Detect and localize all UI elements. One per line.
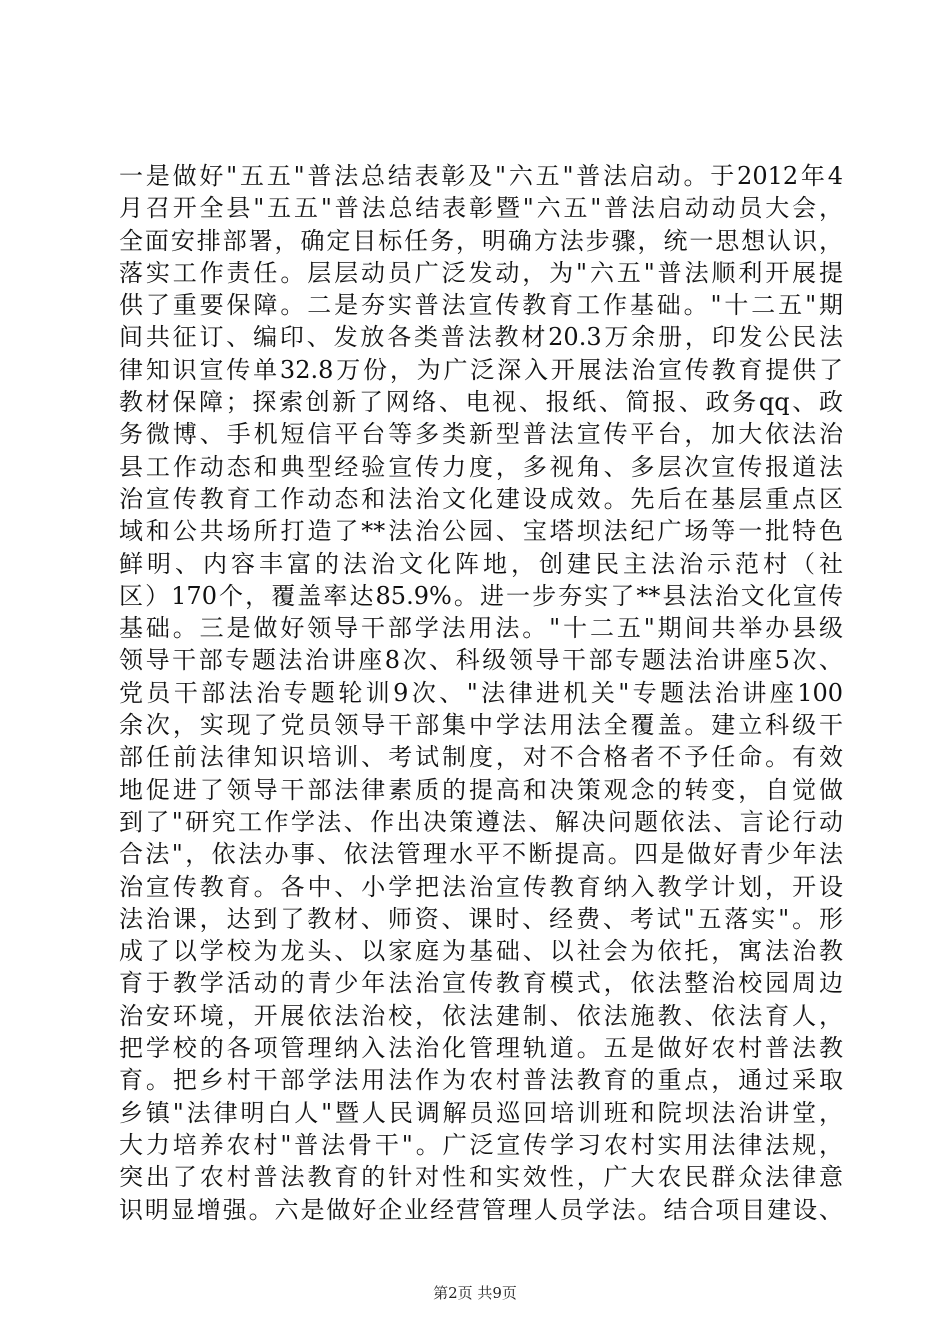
text-line: 余次，实现了党员领导干部集中学法用法全覆盖。建立科级干 (119, 711, 843, 740)
body-paragraph (119, 160, 843, 1226)
text-line: 治宣传教育工作动态和法治文化建设成效。先后在基层重点区 (119, 484, 843, 513)
text-line: 大力培养农村"普法骨干"。广泛宣传学习农村实用法律法规， (119, 1130, 843, 1159)
text-line: 区）170个，覆盖率达85.9%。进一步夯实了**县法治文化宣传 (119, 581, 843, 610)
text-line: 一是做好"五五"普法总结表彰及"六五"普法启动。于2012年4 (119, 162, 843, 190)
text-line: 党员干部法治专题轮训9次、"法律进机关"专题法治讲座100 (119, 678, 843, 707)
text-line: 律知识宣传单32.8万份，为广泛深入开展法治宣传教育提供了 (119, 355, 843, 384)
text-line: 乡镇"法律明白人"暨人民调解员巡回培训班和院坝法治讲堂， (119, 1098, 843, 1127)
text-line: 域和公共场所打造了**法治公园、宝塔坝法纪广场等一批特色 (119, 517, 843, 546)
text-line: 间共征订、编印、发放各类普法教材20.3万余册，印发公民法 (119, 323, 843, 352)
text-line: 地促进了领导干部法律素质的提高和决策观念的转变，自觉做 (119, 775, 843, 804)
text-line: 月召开全县"五五"普法总结表彰暨"六五"普法启动动员大会， (119, 194, 843, 223)
text-line: 领导干部专题法治讲座8次、科级领导干部专题法治讲座5次、 (119, 646, 843, 675)
text-line: 育。把乡村干部学法用法作为农村普法教育的重点，通过采取 (119, 1066, 843, 1095)
text-line: 法治课，达到了教材、师资、课时、经费、考试"五落实"。形 (119, 904, 843, 933)
text-line: 鲜明、内容丰富的法治文化阵地，创建民主法治示范村（社 (119, 549, 843, 578)
text-line: 识明显增强。六是做好企业经营管理人员学法。结合项目建设、 (119, 1195, 843, 1224)
text-line: 把学校的各项管理纳入法治化管理轨道。五是做好农村普法教 (119, 1034, 843, 1063)
text-line: 突出了农村普法教育的针对性和实效性，广大农民群众法律意 (119, 1163, 843, 1192)
page-footer: 第2页 共9页 (433, 1284, 517, 1302)
text-line: 教材保障；探索创新了网络、电视、报纸、简报、政务qq、政 (119, 388, 843, 417)
text-line: 县工作动态和典型经验宣传力度，多视角、多层次宣传报道法 (119, 452, 843, 481)
text-line: 成了以学校为龙头、以家庭为基础、以社会为依托，寓法治教 (119, 937, 843, 966)
text-line: 合法"，依法办事、依法管理水平不断提高。四是做好青少年法 (119, 840, 843, 869)
text-line: 基础。三是做好领导干部学法用法。"十二五"期间共举办县级 (119, 614, 843, 643)
text-line: 到了"研究工作学法、作出决策遵法、解决问题依法、言论行动 (119, 807, 843, 836)
text-line: 治安环境，开展依法治校，依法建制、依法施教、依法育人， (119, 1001, 843, 1030)
text-line: 务微博、手机短信平台等多类新型普法宣传平台，加大依法治 (119, 420, 843, 449)
text-line: 供了重要保障。二是夯实普法宣传教育工作基础。"十二五"期 (119, 291, 843, 320)
text-line: 部任前法律知识培训、考试制度，对不合格者不予任命。有效 (119, 743, 843, 772)
text-line: 全面安排部署，确定目标任务，明确方法步骤，统一思想认识， (119, 226, 843, 255)
text-line: 治宣传教育。各中、小学把法治宣传教育纳入教学计划，开设 (119, 872, 843, 901)
text-line: 育于教学活动的青少年法治宣传教育模式，依法整治校园周边 (119, 969, 843, 998)
text-line: 落实工作责任。层层动员广泛发动，为"六五"普法顺利开展提 (119, 258, 843, 287)
